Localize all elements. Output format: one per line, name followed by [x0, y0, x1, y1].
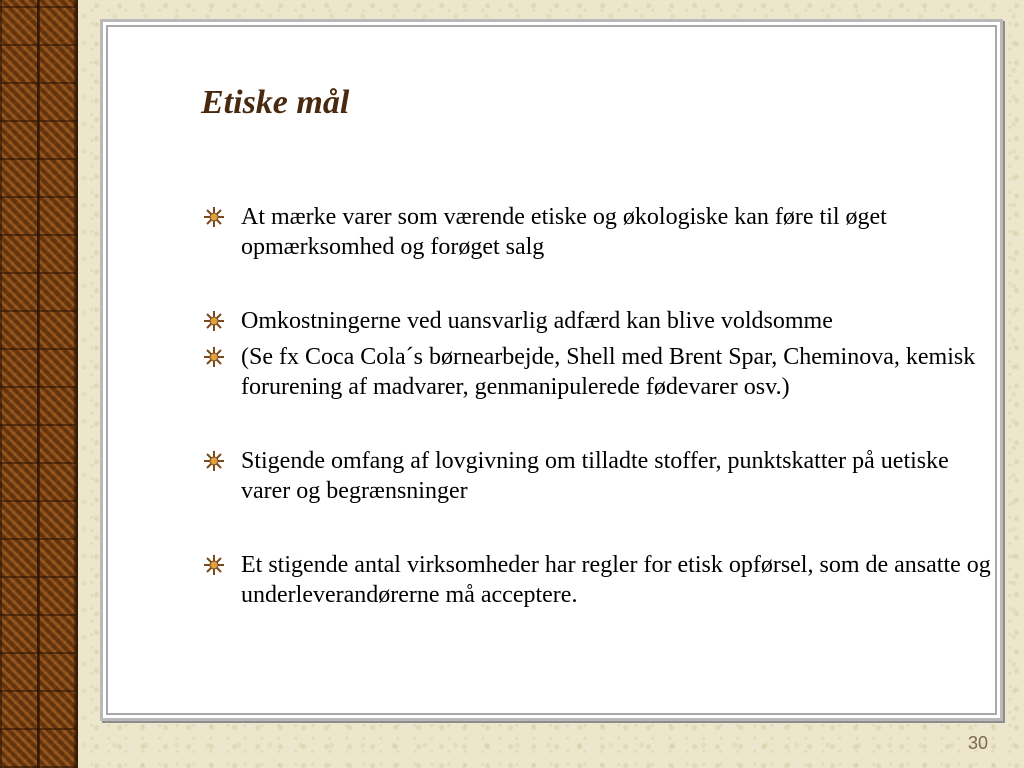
- bullet-text: Omkostningerne ved uansvarlig adfærd kan blive voldsomme: [241, 308, 833, 334]
- slide-title: Etiske mål: [201, 84, 350, 121]
- frame-border-dark: [106, 25, 997, 715]
- bullet-item: [203, 306, 1003, 336]
- bullet-item: [203, 202, 1003, 262]
- bullet-text: Stigende omfang af lovgivning om tilladte stoffer, punktskatter på uetiske varer og begrænsninger: [241, 448, 949, 504]
- decorative-wood-strip: [0, 0, 78, 768]
- starburst-bullet-icon: [203, 450, 225, 472]
- bullet-item: [203, 342, 1003, 402]
- bullet-list: [203, 202, 1003, 610]
- bullet-item: [203, 446, 1003, 506]
- bullet-text: (Se fx Coca Cola´s børnearbejde, Shell med Brent Spar, Cheminova, kemisk forurening af madvarer, genmanipulerede fødevarer osv.): [241, 344, 976, 400]
- bullet-text: Et stigende antal virksomheder har regler for etisk opførsel, som de ansatte og underleverandørerne må acceptere.: [241, 552, 991, 608]
- page-number: 30: [967, 733, 988, 753]
- starburst-bullet-icon: [203, 554, 225, 576]
- starburst-bullet-icon: [203, 206, 225, 228]
- slide-content: [108, 27, 995, 713]
- starburst-bullet-icon: [203, 310, 225, 332]
- bullet-text: At mærke varer som værende etiske og økologiske kan føre til øget opmærksomhed og forøget salg: [241, 204, 887, 260]
- bullet-item: [203, 550, 1003, 610]
- slide-frame: [100, 19, 1003, 721]
- starburst-bullet-icon: [203, 346, 225, 368]
- strip-seam: [37, 0, 40, 768]
- frame-border-light: [103, 22, 1000, 718]
